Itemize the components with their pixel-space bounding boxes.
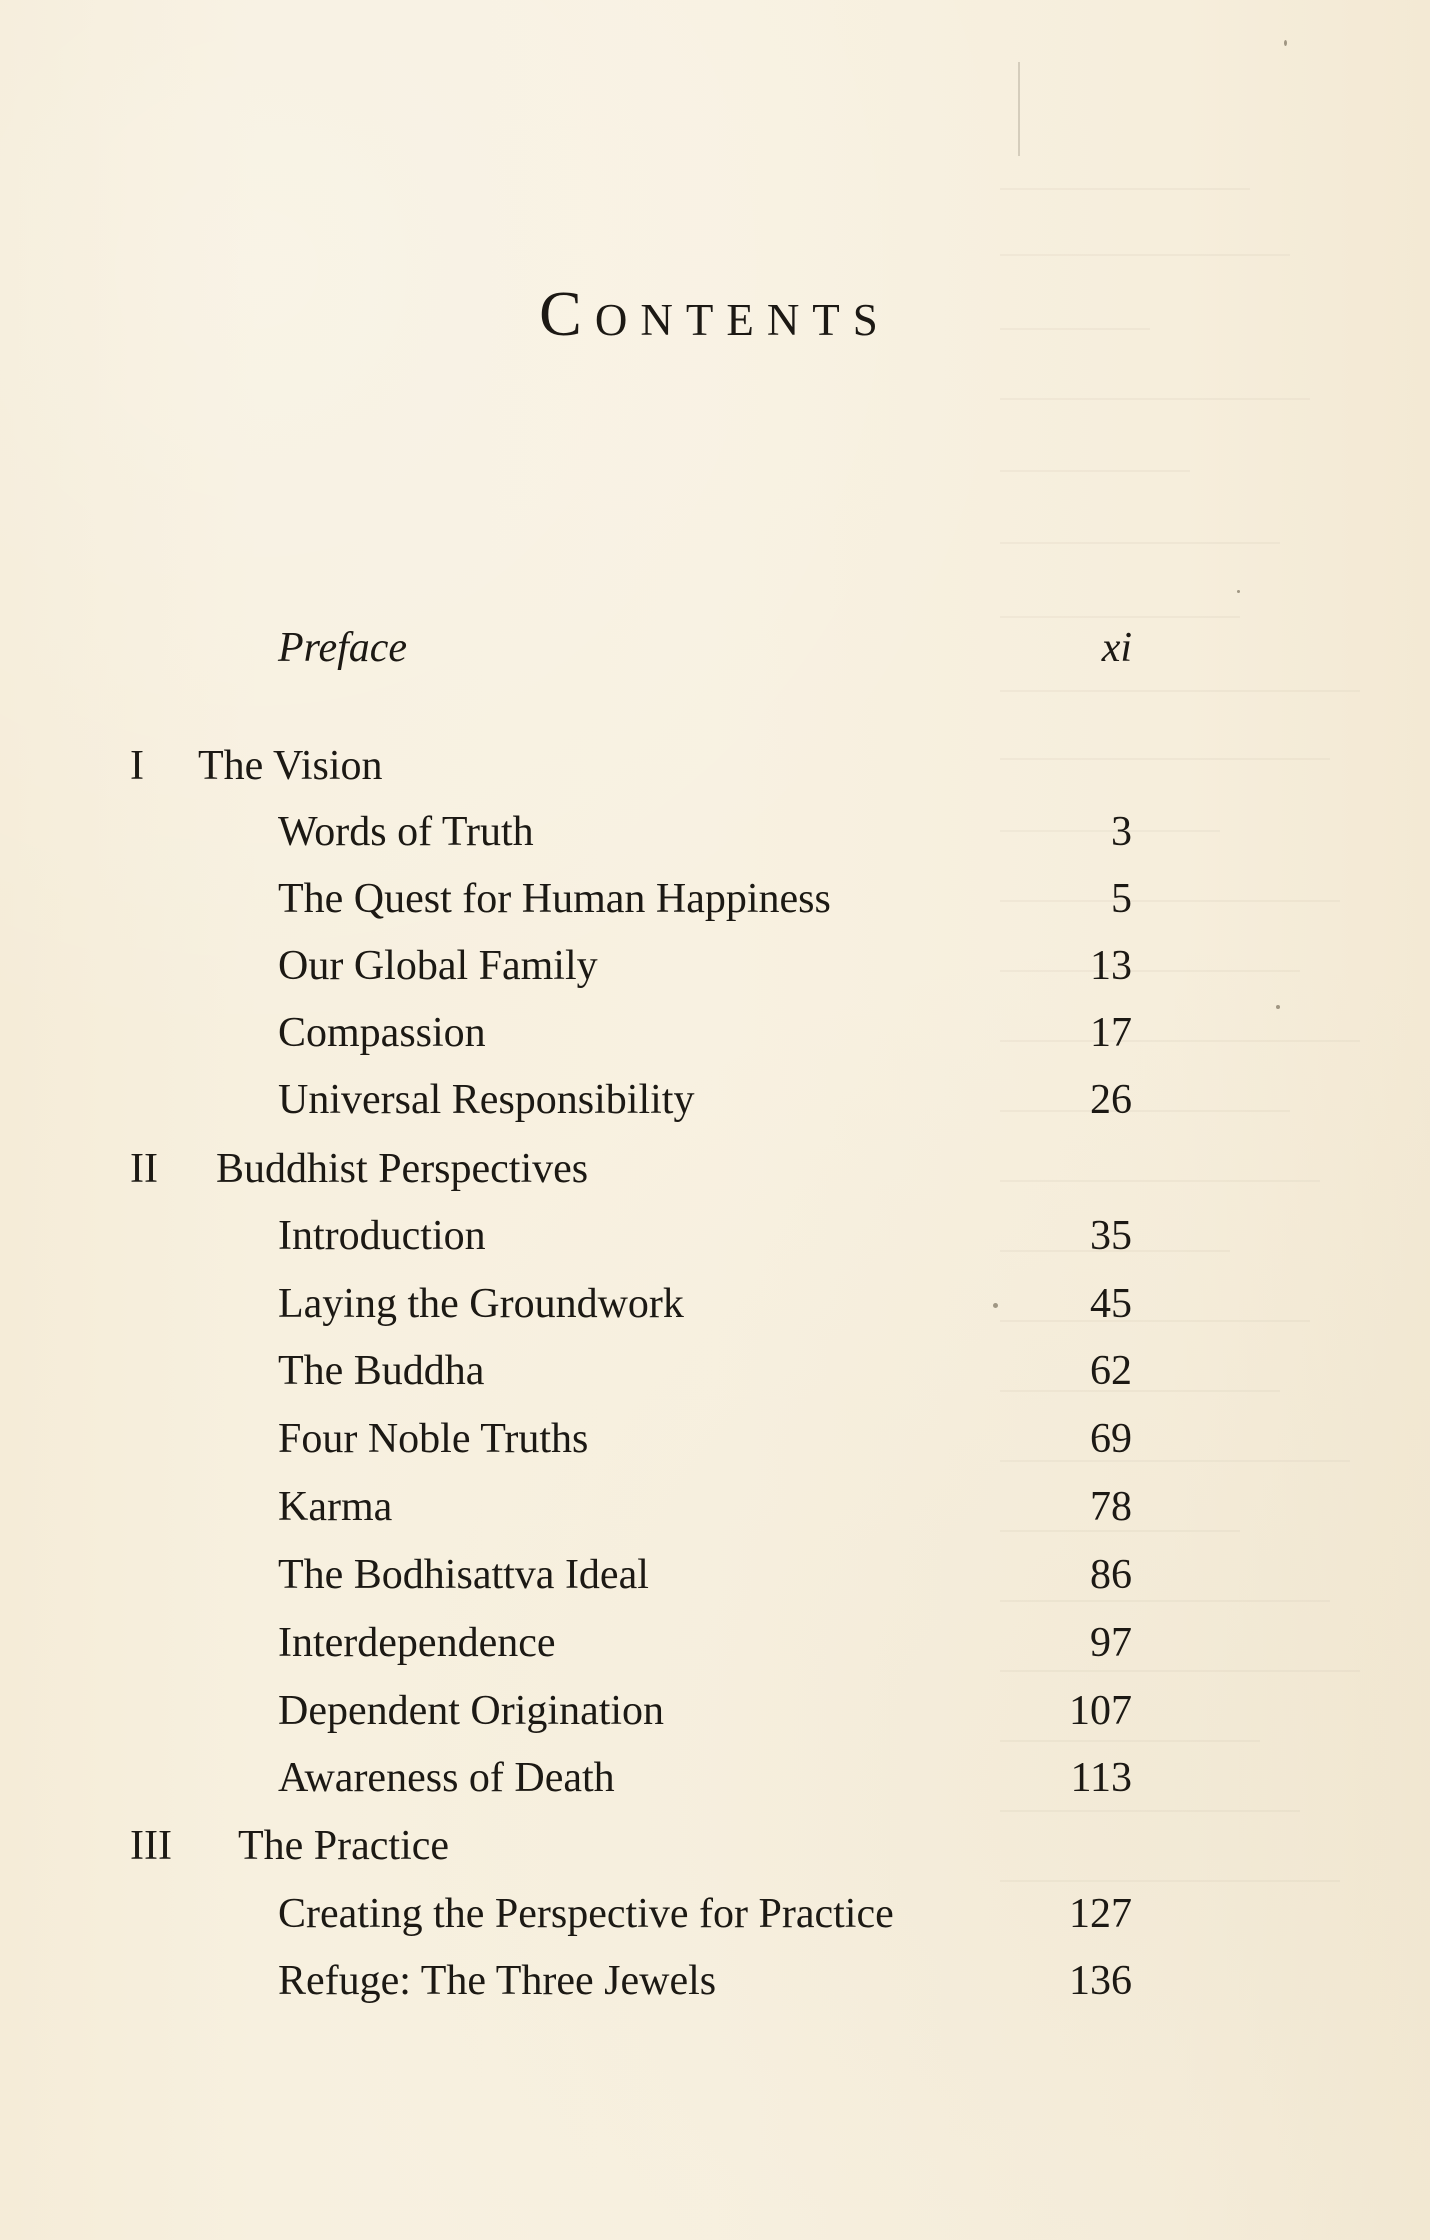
entry-title: Creating the Perspective for Practice	[278, 1891, 894, 1937]
toc-entry-row	[0, 1682, 1430, 1740]
section-heading-row	[0, 1817, 1430, 1875]
section-heading-row	[0, 1140, 1430, 1198]
entry-page-number: 45	[1090, 1281, 1132, 1327]
entry-page-number: 35	[1090, 1213, 1132, 1259]
entry-page-number: 78	[1090, 1484, 1132, 1530]
toc-entry-row	[0, 1004, 1430, 1062]
entry-title: Karma	[278, 1484, 393, 1530]
entry-page-number: 69	[1090, 1416, 1132, 1462]
entry-page-number: 113	[1070, 1755, 1132, 1801]
preface-title: Preface	[278, 625, 408, 671]
contents-heading: Contents	[539, 278, 891, 349]
entry-title: Four Noble Truths	[278, 1416, 589, 1462]
section-number: II	[130, 1146, 158, 1192]
toc-entry-row	[0, 1071, 1430, 1129]
toc-entry-row	[0, 1614, 1430, 1672]
entry-title: Laying the Groundwork	[278, 1281, 684, 1327]
toc-entry-row	[0, 1885, 1430, 1943]
entry-title: Words of Truth	[278, 809, 534, 855]
preface-row	[0, 619, 1430, 677]
paper-speck	[1284, 40, 1287, 46]
entry-title: Compassion	[278, 1010, 486, 1056]
entry-page-number: 136	[1069, 1958, 1132, 2004]
entry-page-number: 3	[1111, 809, 1132, 855]
entry-title: The Quest for Human Happiness	[278, 876, 831, 922]
entry-page-number: 127	[1069, 1891, 1132, 1937]
toc-entry-row	[0, 1275, 1430, 1333]
entry-page-number: 97	[1090, 1620, 1132, 1666]
entry-page-number: 5	[1111, 876, 1132, 922]
toc-entry-row	[0, 1342, 1430, 1400]
toc-entry-row	[0, 1546, 1430, 1604]
section-heading-row	[0, 737, 1430, 795]
section-title: The Practice	[238, 1823, 450, 1869]
page-mark	[1018, 62, 1020, 156]
entry-title: Universal Responsibility	[278, 1077, 695, 1123]
entry-title: Introduction	[278, 1213, 486, 1259]
entry-page-number: 17	[1090, 1010, 1132, 1056]
entry-title: Our Global Family	[278, 943, 598, 989]
toc-entry-row	[0, 1749, 1430, 1807]
entry-title: Dependent Origination	[278, 1688, 665, 1734]
entry-title: Awareness of Death	[278, 1755, 615, 1801]
toc-entry-row	[0, 870, 1430, 928]
entry-title: Interdependence	[278, 1620, 556, 1666]
preface-page: xi	[1101, 625, 1132, 671]
entry-title: The Bodhisattva Ideal	[278, 1552, 649, 1598]
entry-page-number: 86	[1090, 1552, 1132, 1598]
toc-entry-row	[0, 1952, 1430, 2010]
toc-entry-row	[0, 937, 1430, 995]
entry-page-number: 107	[1069, 1688, 1132, 1734]
toc-entry-row	[0, 1410, 1430, 1468]
paper-speck	[1237, 590, 1240, 593]
entry-title: The Buddha	[278, 1348, 485, 1394]
section-number: I	[130, 743, 144, 789]
section-number: III	[130, 1823, 172, 1869]
toc-entry-row	[0, 803, 1430, 861]
entry-page-number: 13	[1090, 943, 1132, 989]
entry-page-number: 26	[1090, 1077, 1132, 1123]
toc-entry-row	[0, 1478, 1430, 1536]
toc-entry-row	[0, 1207, 1430, 1265]
entry-page-number: 62	[1090, 1348, 1132, 1394]
entry-title: Refuge: The Three Jewels	[278, 1958, 717, 2004]
section-title: The Vision	[198, 743, 383, 789]
section-title: Buddhist Perspectives	[216, 1146, 589, 1192]
